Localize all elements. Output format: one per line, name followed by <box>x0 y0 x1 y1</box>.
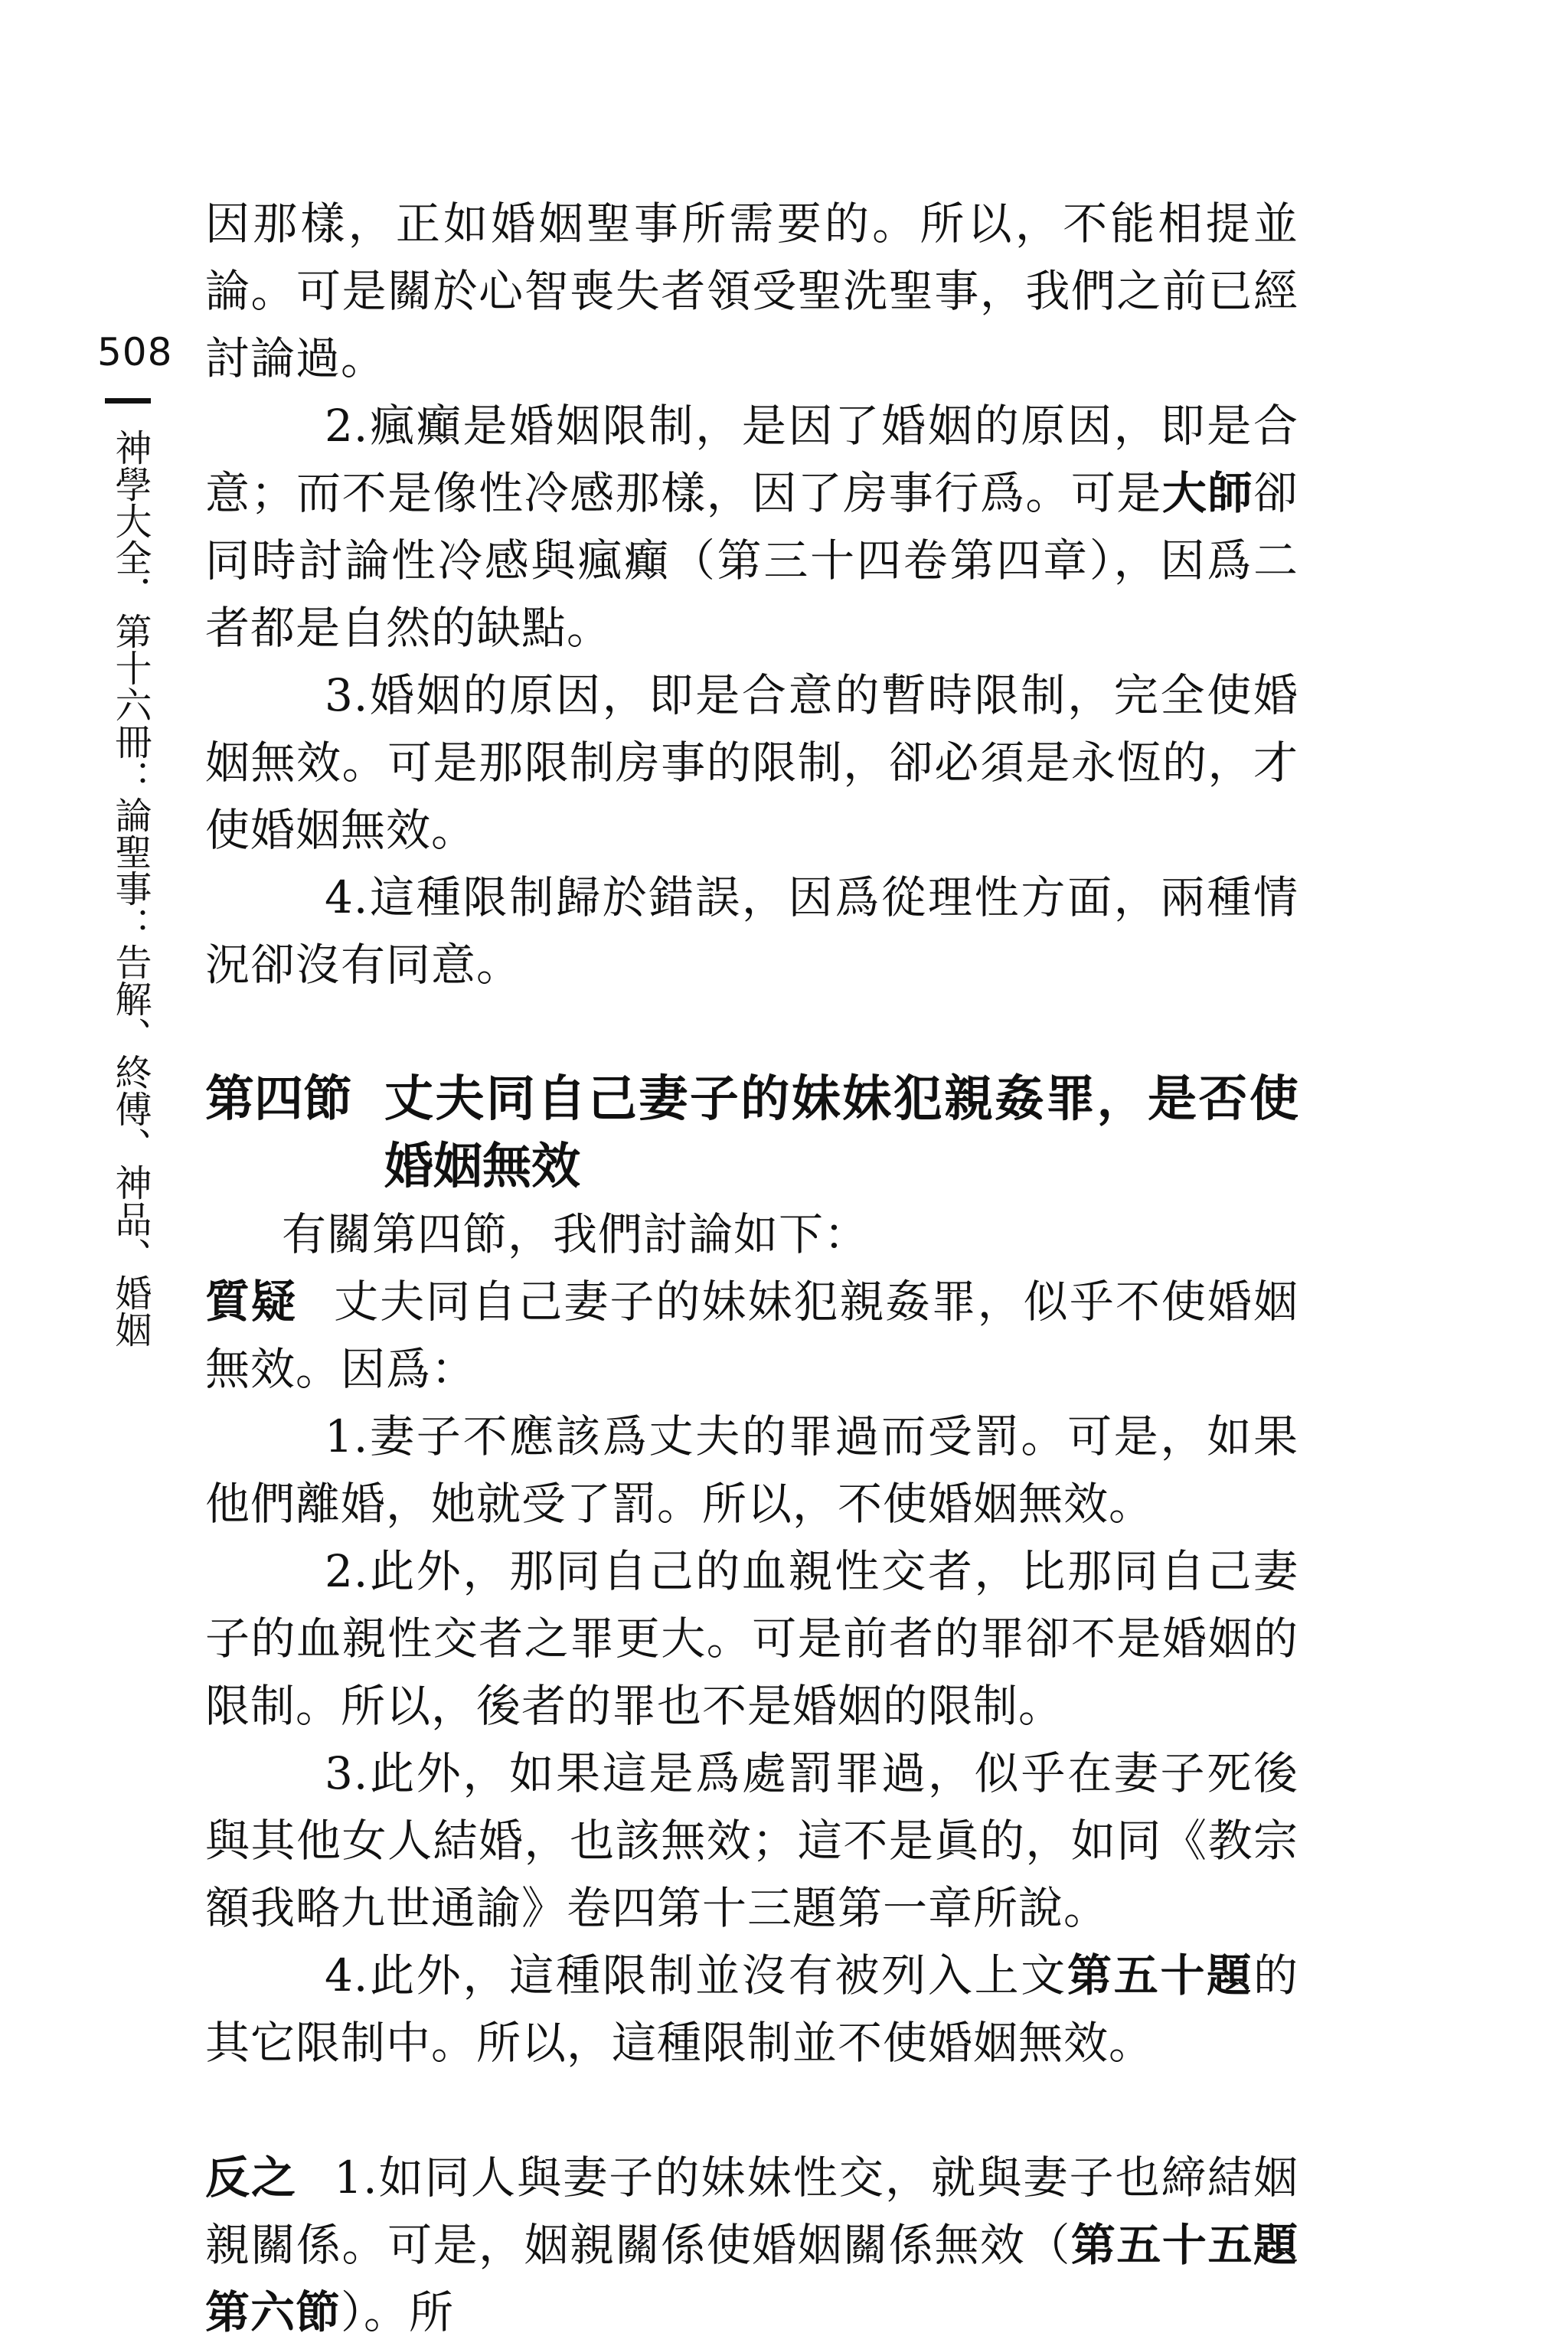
point-2-bold-master: 大師 <box>1161 467 1253 519</box>
point-2-text-start: 2.瘋癲是婚姻限制，是因了婚姻的原因，即是合意；而不是像性冷感那樣，因了房事行爲。可是 <box>205 400 1298 519</box>
contra-text-start: 1.如同人與妻子的妹妹性交，就與妻子也締結姻親關係。可是，姻親關係使婚姻關係無效（ <box>205 2152 1298 2271</box>
margin-rule <box>105 398 151 404</box>
paragraph-point-2 <box>205 392 1298 662</box>
objection-paragraph <box>205 1268 1298 1403</box>
objection-4-text-end: 的其它限制中。所以，這種限制並不使婚姻無效。 <box>205 1949 1298 2069</box>
paragraph-point-4: 4.這種限制歸於錯誤，因爲從理性方面，兩種情況卻沒有同意。 <box>205 871 1298 991</box>
objection-4-text-start: 4.此外，這種限制並沒有被列入上文 <box>325 1949 1068 2001</box>
paragraph-continuation: 因那樣，正如婚姻聖事所需要的。所以，不能相提並論。可是關於心智喪失者領受聖洗聖事，我們之前已經討論過。 <box>205 198 1298 384</box>
point-2-text-end: 卻同時討論性冷感與瘋癲（第三十四卷第四章），因爲二者都是自然的缺點。 <box>205 467 1298 654</box>
objection-3: 3.此外，如果這是爲處罰罪過，似乎在妻子死後與其他女人結婚，也該無效；這不是眞的，如同《教宗額我略九世通諭》卷四第十三題第一章所說。 <box>205 1747 1298 1934</box>
objection-text: 丈夫同自己妻子的妹妹犯親姦罪，似乎不使婚姻無效。因爲： <box>205 1276 1298 1395</box>
spacer <box>205 2076 1298 2144</box>
contra-paragraph <box>205 2144 1298 2346</box>
objection-1: 1.妻子不應該爲丈夫的罪過而受罰。可是，如果他們離婚，她就受了罰。所以，不使婚姻無效。 <box>205 1410 1298 1530</box>
objection-label: 質疑 <box>205 1276 298 1328</box>
objection-4-bold-ref: 第五十題 <box>1067 1949 1253 2001</box>
objection-2: 2.此外，那同自己的血親性交者，比那同自己妻子的血親性交者之罪更大。可是前者的罪卻不是婚姻的限制。所以，後者的罪也不是婚姻的限制。 <box>205 1545 1298 1732</box>
section-heading <box>205 1066 1298 1201</box>
main-text <box>205 190 1298 2346</box>
contra-text-end: ）。所 <box>341 2286 455 2338</box>
section-intro: 有關第四節，我們討論如下： <box>282 1208 870 1260</box>
page-number: 508 <box>97 330 173 374</box>
running-title: 神學大全．第十六冊：論聖事：告解、終傅、神品、婚姻 <box>109 429 152 1348</box>
section-label: 第四節 <box>205 1070 352 1128</box>
paragraph-point-3: 3.婚姻的原因，即是合意的暫時限制，完全使婚姻無效。可是那限制房事的限制，卻必須是永恆的，才使婚姻無效。 <box>205 669 1298 856</box>
objection-4 <box>205 1942 1298 2076</box>
contra-label: 反之 <box>205 2152 298 2204</box>
section-title: 丈夫同自己妻子的妹妹犯親姦罪，是否使婚姻無效 <box>384 1070 1298 1195</box>
contra-bold-ref: 第五十五題第六節 <box>205 2219 1298 2338</box>
